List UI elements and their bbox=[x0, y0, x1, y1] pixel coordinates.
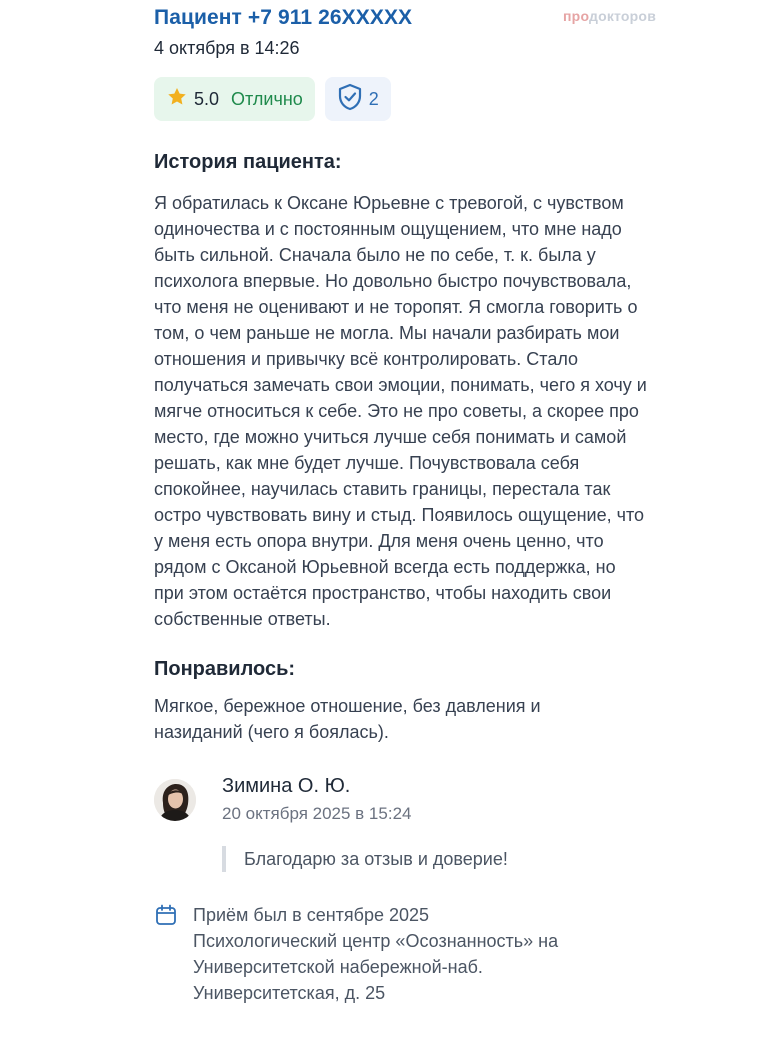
rating-badge[interactable] bbox=[154, 77, 315, 121]
doctor-name[interactable]: Зимина О. Ю. bbox=[222, 775, 351, 797]
liked-body: Мягкое, бережное отношение, без давления и назиданий (чего я боялась). bbox=[154, 696, 541, 742]
story-title: История пациента: bbox=[154, 151, 342, 173]
liked-title: Понравилось: bbox=[154, 658, 296, 680]
visit-when: Приём был в сентябре 2025 bbox=[193, 905, 430, 925]
brand-logo-pro: про bbox=[563, 8, 590, 24]
doctor-reply bbox=[154, 775, 781, 872]
story-body: Я обратилась к Оксане Юрьевне с тревогой, с чувством одиночества и с постоянным ощущением, что мне надо быть сильной. Сначала было не по себе, т. к. была у психолога впервые. Но довольно быстро почувствовала, что меня не оценивают и не торопят. Я смогла говорить о том, о чем раньше не могла. Мы начали разбирать мои отношения и привычку всё контролировать. Стало получаться замечать свои эмоции, понимать, чего я хочу и мягче относиться к себе. Это не про советы, а скорее про место, где можно учиться лучше себя понимать и самой решать, как мне будет лучше. Почувствовала себя спокойнее, научилась ставить границы, перестала так остро чувствовать вину и стыд. Появилось ощущение, что у меня есть опора внутри. Для меня очень ценно, что рядом с Оксаной Юрьевной всегда есть поддержка, но при этом остаётся пространство, чтобы находить свои собственные ответы. bbox=[154, 193, 647, 629]
reply-text: Благодарю за отзыв и доверие! bbox=[222, 846, 508, 872]
visit-place[interactable]: Психологический центр «Осознанность» на Университетской набережной-наб. Университетская, д. 25 bbox=[193, 931, 559, 1003]
shield-check-icon bbox=[337, 83, 363, 116]
verification-count: 2 bbox=[368, 88, 379, 109]
reply-date: 20 октября 2025 в 15:24 bbox=[222, 804, 412, 823]
brand-logo[interactable] bbox=[563, 8, 656, 24]
avatar[interactable] bbox=[154, 779, 196, 821]
rating-score: 5.0 bbox=[194, 88, 220, 109]
brand-logo-rest: докторов bbox=[589, 8, 656, 24]
calendar-icon bbox=[154, 903, 180, 1006]
review-date: 4 октября в 14:26 bbox=[154, 38, 300, 58]
badges-row bbox=[154, 77, 781, 121]
patient-name: Пациент +7 911 26XXXXX bbox=[154, 6, 413, 29]
reply-content bbox=[222, 775, 508, 872]
visit-text bbox=[193, 902, 633, 1006]
review-header bbox=[154, 0, 781, 59]
star-icon bbox=[166, 86, 188, 113]
verification-badge[interactable] bbox=[325, 77, 391, 121]
rating-verdict: Отлично bbox=[231, 88, 303, 109]
visit-info bbox=[154, 902, 781, 1006]
